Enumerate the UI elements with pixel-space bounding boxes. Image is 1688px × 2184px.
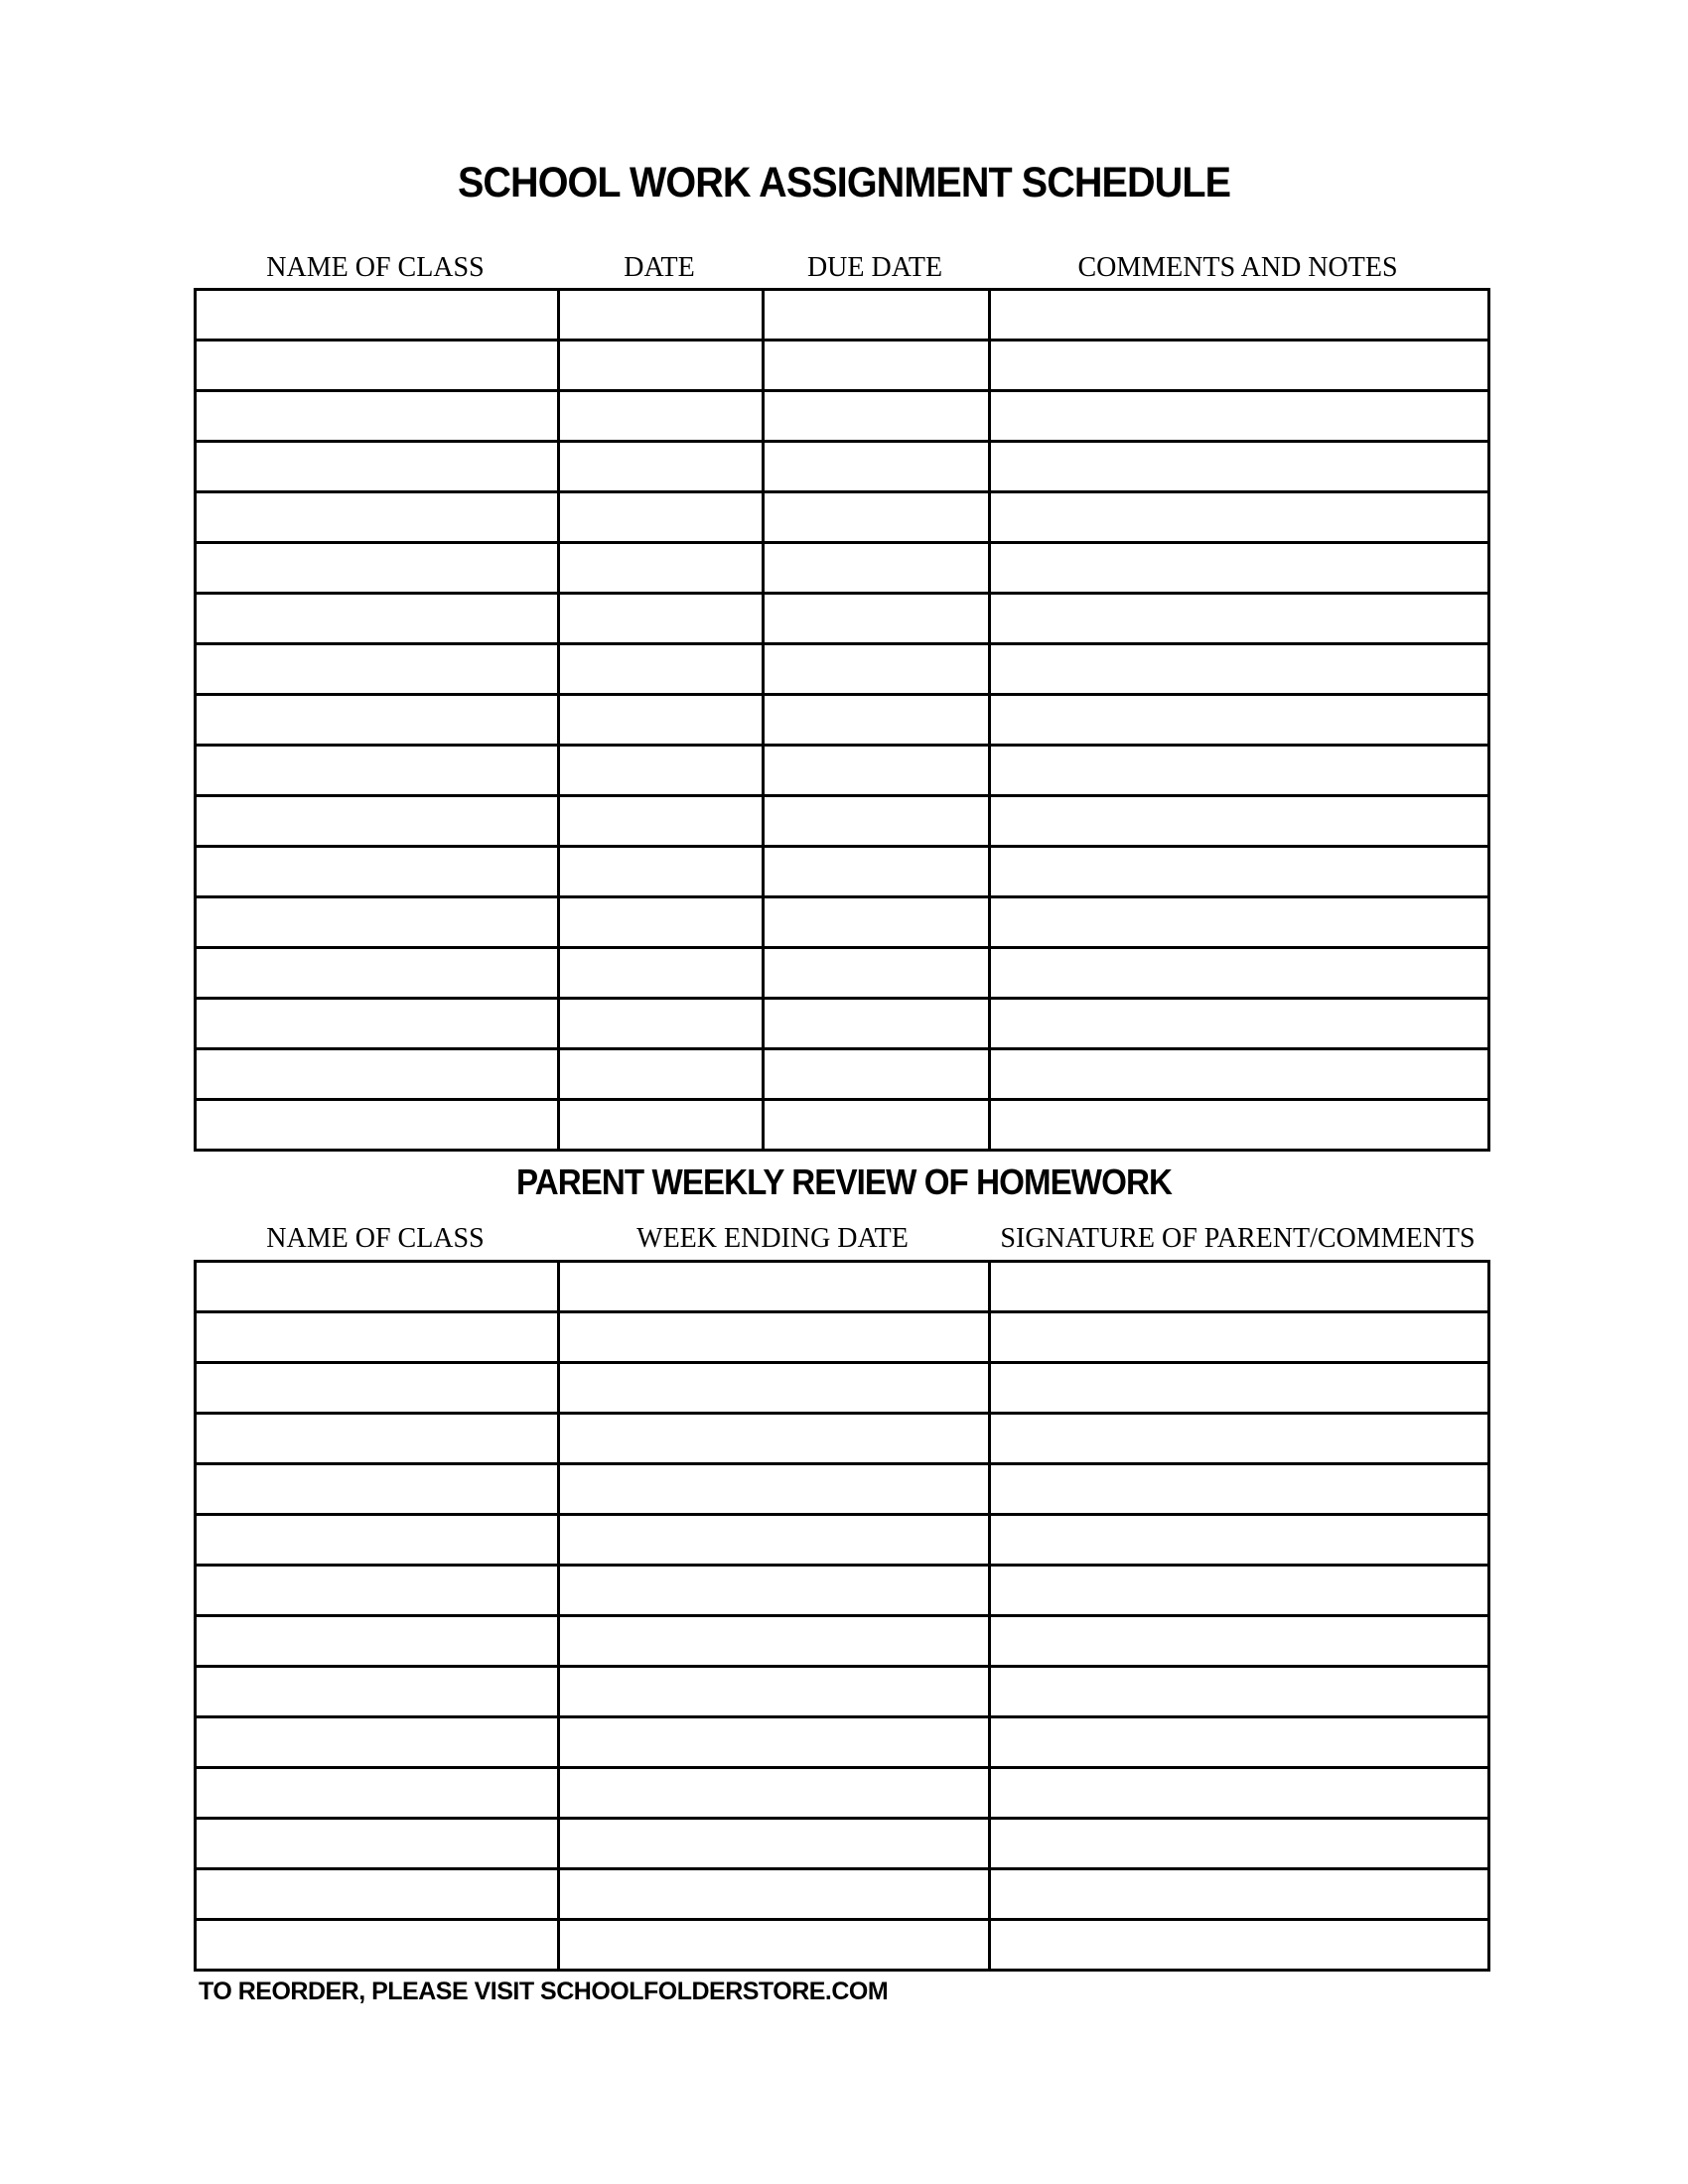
review-entry-cell[interactable]: [559, 1312, 990, 1363]
table-row: [196, 341, 1489, 391]
table-row: [196, 796, 1489, 847]
table-row: [196, 1515, 1489, 1566]
assignment-schedule-table: [194, 288, 1490, 1152]
table-row: [196, 391, 1489, 442]
assignment-entry-cell[interactable]: [764, 746, 990, 796]
review-entry-cell[interactable]: [196, 1920, 559, 1971]
table-row: [196, 746, 1489, 796]
table-row: [196, 543, 1489, 594]
assignment-entry-cell[interactable]: [990, 341, 1489, 391]
review-entry-cell[interactable]: [990, 1262, 1489, 1312]
review-entry-cell[interactable]: [990, 1566, 1489, 1616]
assignment-entry-cell[interactable]: [196, 897, 559, 948]
table-row: [196, 1768, 1489, 1819]
table-row: [196, 594, 1489, 644]
review-entry-cell[interactable]: [990, 1869, 1489, 1920]
table-row: [196, 1717, 1489, 1768]
assignment-entry-cell[interactable]: [559, 746, 764, 796]
assignment-entry-cell[interactable]: [559, 594, 764, 644]
assignment-entry-cell[interactable]: [764, 948, 990, 999]
assignment-entry-cell[interactable]: [990, 847, 1489, 897]
assignment-entry-cell[interactable]: [196, 796, 559, 847]
reorder-footer: TO REORDER, PLEASE VISIT SCHOOLFOLDERSTORE.COM: [199, 1978, 889, 2005]
review-entry-cell[interactable]: [559, 1363, 990, 1414]
assignment-entry-cell[interactable]: [764, 442, 990, 492]
table-row: [196, 897, 1489, 948]
table-row: [196, 1414, 1489, 1464]
review-entry-cell[interactable]: [559, 1616, 990, 1667]
table-row: [196, 1616, 1489, 1667]
assignment-entry-cell[interactable]: [764, 594, 990, 644]
assignment-entry-cell[interactable]: [559, 796, 764, 847]
assignment-entry-cell[interactable]: [990, 796, 1489, 847]
review-entry-cell[interactable]: [990, 1717, 1489, 1768]
assignment-entry-cell[interactable]: [559, 1049, 764, 1100]
assignment-entry-cell[interactable]: [764, 1100, 990, 1151]
assignment-entry-cell[interactable]: [990, 999, 1489, 1049]
table-row: [196, 1312, 1489, 1363]
table-row: [196, 442, 1489, 492]
table-row: [196, 1363, 1489, 1414]
assignment-entry-cell[interactable]: [764, 796, 990, 847]
table-row: [196, 1262, 1489, 1312]
review-entry-cell[interactable]: [196, 1363, 559, 1414]
assignment-entry-cell[interactable]: [196, 341, 559, 391]
parent-review-table: [194, 1260, 1490, 1972]
assignment-entry-cell[interactable]: [196, 1049, 559, 1100]
assignment-entry-cell[interactable]: [764, 391, 990, 442]
table-row: [196, 1464, 1489, 1515]
column-header-comments-and-notes: COMMENTS AND NOTES: [1077, 252, 1398, 283]
review-entry-cell[interactable]: [559, 1869, 990, 1920]
assignment-entry-cell[interactable]: [559, 391, 764, 442]
assignment-entry-cell[interactable]: [196, 1100, 559, 1151]
review-entry-cell[interactable]: [196, 1869, 559, 1920]
assignment-entry-cell[interactable]: [990, 1049, 1489, 1100]
assignment-entry-cell[interactable]: [196, 746, 559, 796]
review-entry-cell[interactable]: [196, 1515, 559, 1566]
assignment-entry-cell[interactable]: [196, 999, 559, 1049]
assignment-entry-cell[interactable]: [764, 644, 990, 695]
table-row: [196, 1920, 1489, 1971]
assignment-entry-cell[interactable]: [990, 897, 1489, 948]
assignment-entry-cell[interactable]: [196, 391, 559, 442]
assignment-entry-cell[interactable]: [196, 847, 559, 897]
table-row: [196, 492, 1489, 543]
review-entry-cell[interactable]: [559, 1414, 990, 1464]
review-entry-cell[interactable]: [196, 1768, 559, 1819]
review-entry-cell[interactable]: [990, 1667, 1489, 1717]
assignment-entry-cell[interactable]: [764, 341, 990, 391]
assignment-entry-cell[interactable]: [764, 492, 990, 543]
assignment-entry-cell[interactable]: [559, 999, 764, 1049]
assignment-entry-cell[interactable]: [559, 695, 764, 746]
assignment-entry-cell[interactable]: [764, 847, 990, 897]
assignment-entry-cell[interactable]: [764, 543, 990, 594]
review-entry-cell[interactable]: [196, 1464, 559, 1515]
review-entry-cell[interactable]: [990, 1616, 1489, 1667]
review-entry-cell[interactable]: [990, 1363, 1489, 1414]
assignment-entry-cell[interactable]: [990, 492, 1489, 543]
table-row: [196, 644, 1489, 695]
assignment-entry-cell[interactable]: [990, 391, 1489, 442]
review-entry-cell[interactable]: [559, 1464, 990, 1515]
assignment-entry-cell[interactable]: [559, 1100, 764, 1151]
assignment-entry-cell[interactable]: [196, 492, 559, 543]
assignment-entry-cell[interactable]: [559, 948, 764, 999]
assignment-entry-cell[interactable]: [764, 999, 990, 1049]
review-entry-cell[interactable]: [990, 1464, 1489, 1515]
assignment-entry-cell[interactable]: [990, 290, 1489, 341]
assignment-entry-cell[interactable]: [196, 290, 559, 341]
assignment-entry-cell[interactable]: [196, 644, 559, 695]
table-row: [196, 999, 1489, 1049]
review-entry-cell[interactable]: [196, 1312, 559, 1363]
assignment-entry-cell[interactable]: [990, 695, 1489, 746]
assignment-entry-cell[interactable]: [764, 695, 990, 746]
assignment-entry-cell[interactable]: [196, 695, 559, 746]
review-entry-cell[interactable]: [559, 1819, 990, 1869]
column-header-name-of-class: NAME OF CLASS: [266, 252, 485, 283]
column-header-signature-of-parent-comments: SIGNATURE OF PARENT/COMMENTS: [1000, 1223, 1476, 1254]
table-row: [196, 695, 1489, 746]
assignment-entry-cell[interactable]: [196, 948, 559, 999]
table-row: [196, 1819, 1489, 1869]
table-row: [196, 1667, 1489, 1717]
table-row: [196, 1100, 1489, 1151]
assignment-entry-cell[interactable]: [559, 442, 764, 492]
assignment-entry-cell[interactable]: [559, 492, 764, 543]
review-entry-cell[interactable]: [559, 1717, 990, 1768]
assignment-entry-cell[interactable]: [559, 290, 764, 341]
review-entry-cell[interactable]: [196, 1667, 559, 1717]
assignment-entry-cell[interactable]: [764, 897, 990, 948]
assignment-entry-cell[interactable]: [990, 543, 1489, 594]
assignment-entry-cell[interactable]: [559, 644, 764, 695]
assignment-entry-cell[interactable]: [990, 442, 1489, 492]
assignment-entry-cell[interactable]: [196, 442, 559, 492]
review-entry-cell[interactable]: [196, 1819, 559, 1869]
assignment-entry-cell[interactable]: [990, 948, 1489, 999]
column-header-name-of-class: NAME OF CLASS: [266, 1223, 485, 1254]
assignment-entry-cell[interactable]: [990, 594, 1489, 644]
review-entry-cell[interactable]: [990, 1414, 1489, 1464]
assignment-entry-cell[interactable]: [764, 1049, 990, 1100]
review-entry-cell[interactable]: [990, 1920, 1489, 1971]
review-entry-cell[interactable]: [559, 1768, 990, 1819]
table-row: [196, 1869, 1489, 1920]
table-row: [196, 948, 1489, 999]
assignment-entry-cell[interactable]: [559, 341, 764, 391]
parent-review-header-row: [194, 1223, 1487, 1259]
assignment-entry-cell[interactable]: [990, 746, 1489, 796]
assignment-entry-cell[interactable]: [559, 847, 764, 897]
assignment-entry-cell[interactable]: [990, 644, 1489, 695]
assignment-entry-cell[interactable]: [196, 543, 559, 594]
review-entry-cell[interactable]: [559, 1920, 990, 1971]
assignment-entry-cell[interactable]: [196, 594, 559, 644]
review-entry-cell[interactable]: [196, 1717, 559, 1768]
review-entry-cell[interactable]: [559, 1515, 990, 1566]
column-header-due-date: DUE DATE: [806, 252, 943, 283]
review-entry-cell[interactable]: [990, 1312, 1489, 1363]
table-row: [196, 1049, 1489, 1100]
review-entry-cell[interactable]: [990, 1515, 1489, 1566]
table-row: [196, 847, 1489, 897]
review-entry-cell[interactable]: [559, 1262, 990, 1312]
column-header-date: DATE: [624, 252, 695, 283]
table-row: [196, 1566, 1489, 1616]
review-entry-cell[interactable]: [196, 1616, 559, 1667]
review-entry-cell[interactable]: [196, 1262, 559, 1312]
review-entry-cell[interactable]: [559, 1667, 990, 1717]
parent-review-title: PARENT WEEKLY REVIEW OF HOMEWORK: [516, 1161, 1172, 1202]
table-row: [196, 290, 1489, 341]
assignment-schedule-title: SCHOOL WORK ASSIGNMENT SCHEDULE: [457, 159, 1231, 206]
assignment-schedule-header-row: [194, 252, 1487, 288]
review-entry-cell[interactable]: [196, 1414, 559, 1464]
review-entry-cell[interactable]: [990, 1819, 1489, 1869]
assignment-entry-cell[interactable]: [559, 897, 764, 948]
review-entry-cell[interactable]: [196, 1566, 559, 1616]
assignment-entry-cell[interactable]: [990, 1100, 1489, 1151]
assignment-entry-cell[interactable]: [559, 543, 764, 594]
assignment-entry-cell[interactable]: [764, 290, 990, 341]
column-header-week-ending-date: WEEK ENDING DATE: [636, 1223, 909, 1254]
review-entry-cell[interactable]: [990, 1768, 1489, 1819]
review-entry-cell[interactable]: [559, 1566, 990, 1616]
